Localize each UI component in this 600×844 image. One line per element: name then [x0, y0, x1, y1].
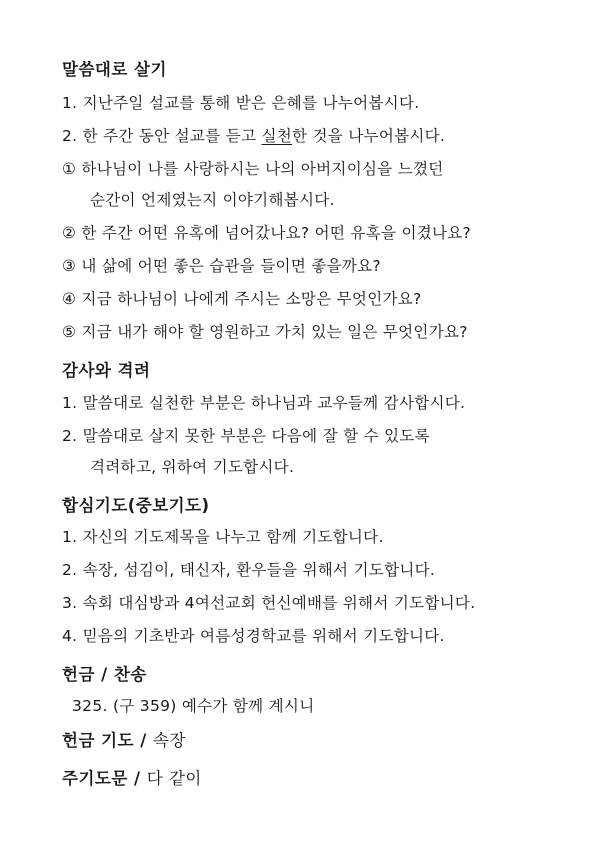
section-title-lords-prayer: [62, 765, 202, 789]
section-title-live-word: 말씀대로 살기: [62, 60, 167, 79]
offering-prayer-label: 헌금 기도 /: [62, 731, 154, 750]
list-item: ④ 지금 하나님이 나에게 주시는 소망은 무엇인가요?: [62, 290, 422, 308]
lords-prayer-by: 다 같이: [146, 769, 202, 788]
lords-prayer-label: 주기도문 /: [62, 769, 147, 788]
offering-prayer-by: 속장: [153, 731, 186, 750]
underlined-word: 실천: [261, 127, 293, 145]
list-item-text: 한 것을 나누어봅시다.: [292, 127, 446, 145]
hymn-line: 325. (구 359) 예수가 함께 계시니: [72, 697, 315, 715]
list-item: ⑤ 지금 내가 해야 할 영원하고 가치 있는 일은 무엇인가요?: [62, 323, 468, 341]
list-item: ① 하나님이 나를 사랑하시는 나의 아버지이심을 느꼈던: [62, 160, 444, 178]
section-title-prayer: 합심기도(중보기도): [62, 496, 210, 515]
list-item: 1. 말씀대로 실천한 부분은 하나님과 교우들께 감사합시다.: [62, 394, 466, 412]
section-title-thanks: 감사와 격려: [62, 361, 151, 380]
list-item: 2. 속장, 섬김이, 태신자, 환우들을 위해서 기도합니다.: [62, 561, 436, 579]
list-item-continuation: 격려하고, 위하여 기도합시다.: [90, 458, 295, 476]
section-title-offering: 헌금 / 찬송: [62, 665, 147, 684]
list-item-continuation: 순간이 언제였는지 이야기해봅시다.: [90, 191, 335, 209]
list-item-text: 2. 한 주간 동안 설교를 듣고: [62, 127, 262, 145]
list-item: 1. 자신의 기도제목을 나누고 함께 기도합니다.: [62, 528, 384, 546]
list-item: 4. 믿음의 기초반과 여름성경학교를 위해서 기도합니다.: [62, 627, 445, 645]
list-item: [62, 124, 445, 146]
list-item: 2. 말씀대로 살지 못한 부분은 다음에 잘 할 수 있도록: [62, 427, 430, 445]
list-item: 1. 지난주일 설교를 통해 받은 은혜를 나누어봅시다.: [62, 94, 420, 112]
section-title-offering-prayer: [62, 727, 186, 751]
list-item: 3. 속회 대심방과 4여선교회 헌신예배를 위해서 기도합니다.: [62, 594, 476, 612]
list-item: ② 한 주간 어떤 유혹에 넘어갔나요? 어떤 유혹을 이겼나요?: [62, 224, 472, 242]
list-item: ③ 내 삶에 어떤 좋은 습관을 들이면 좋을까요?: [62, 257, 381, 275]
